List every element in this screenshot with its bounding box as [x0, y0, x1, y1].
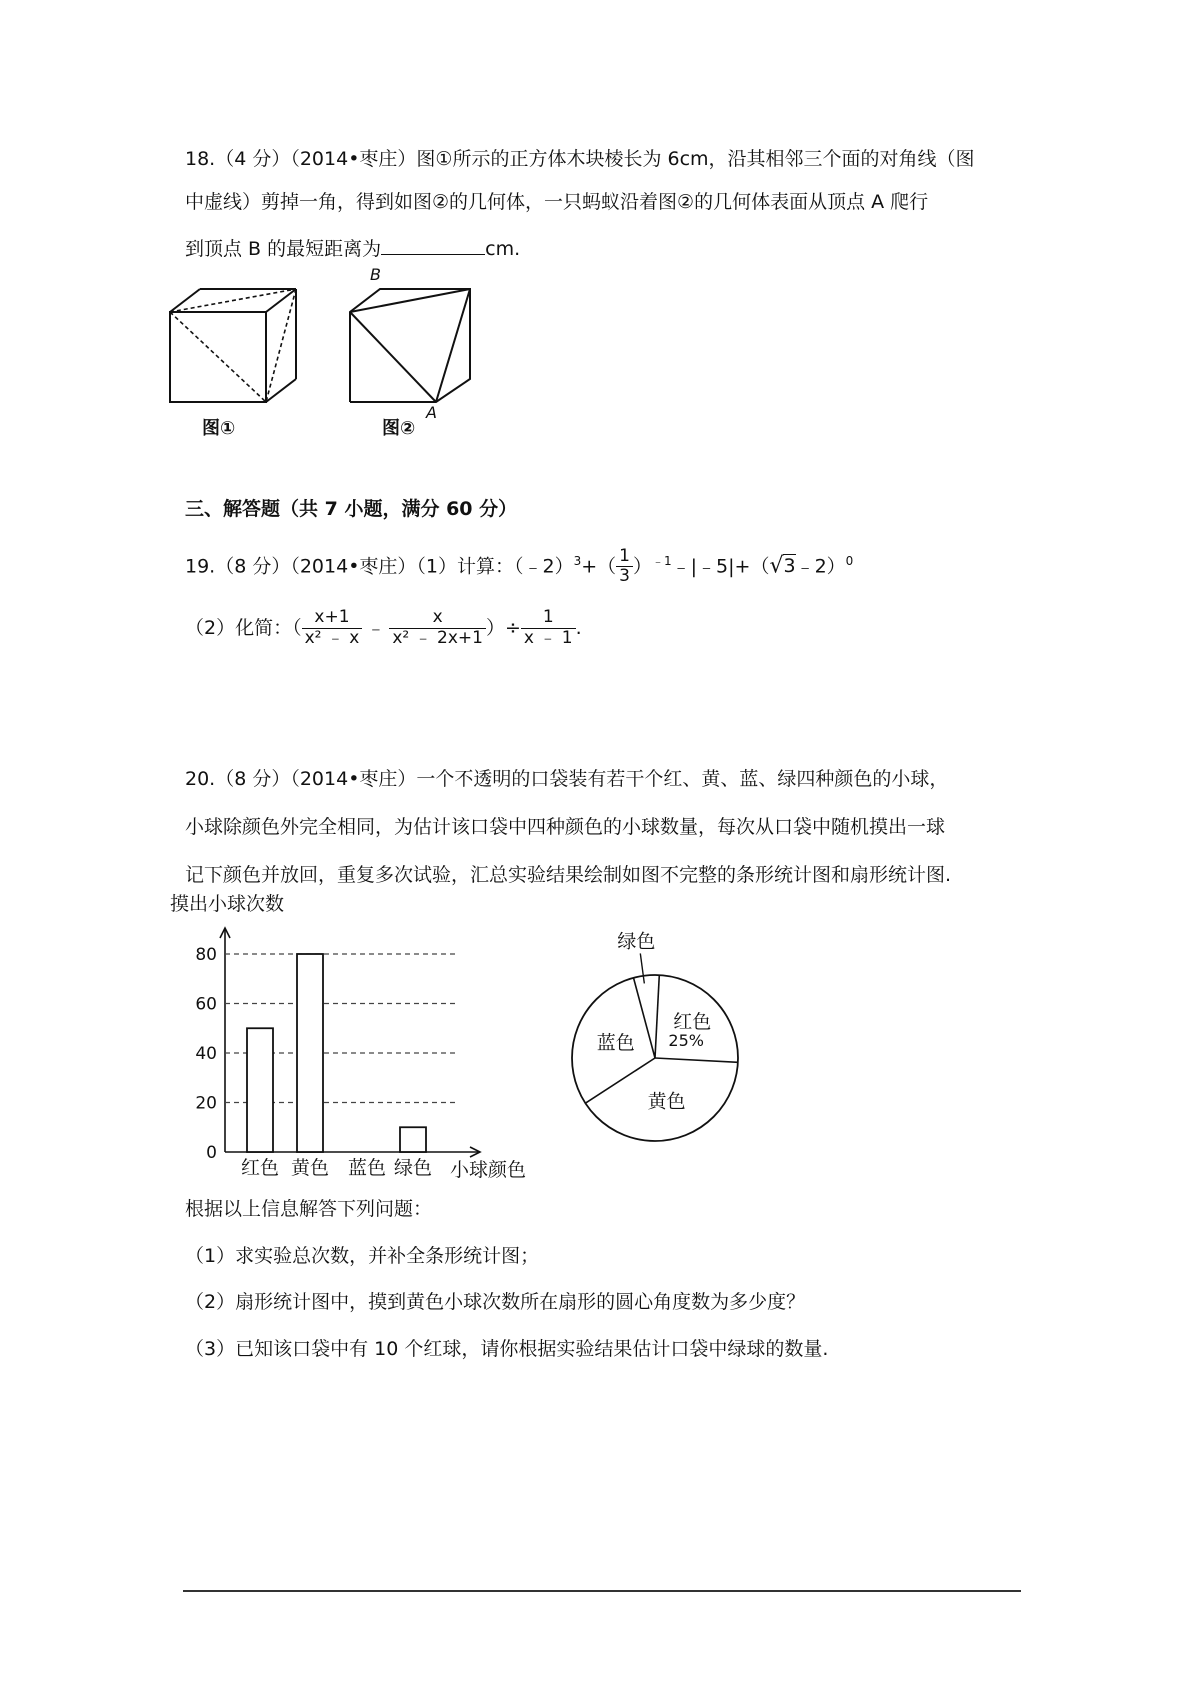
y-axis-title: 摸出小球次数 [170, 893, 285, 915]
x-tick-label: 蓝色 [347, 1157, 387, 1179]
bar-chart [160, 888, 540, 1188]
vertex-a-label: A [426, 403, 437, 422]
x-axis-title: 小球颜色 [450, 1159, 527, 1181]
q20-line-1: 20.（8 分）（2014•枣庄）一个不透明的口袋装有若干个红、黄、蓝、绿四种颜色的小球， [185, 768, 949, 790]
q18-line-2: 中虚线）剪掉一角，得到如图②的几何体，一只蚂蚁沿着图②的几何体表面从顶点 A 爬行 [185, 191, 929, 213]
cube-figures [160, 262, 520, 452]
q19-part-1 [185, 546, 853, 587]
q18-line-3-text: 到顶点 B 的最短距离为 [185, 238, 382, 260]
f2-num: x [389, 608, 486, 629]
q20-line-2: 小球除颜色外完全相同，为估计该口袋中四种颜色的小球数量，每次从口袋中随机摸出一球 [185, 816, 946, 838]
y-tick-label: 0 [206, 1143, 217, 1163]
frac-num: 1 [616, 547, 633, 568]
f1-den: x² ﹣ x [304, 628, 360, 648]
figure-2-solid [350, 289, 470, 402]
exponent-0: 0 [845, 554, 854, 568]
period: . [575, 617, 582, 639]
figure-1-cube [170, 289, 296, 402]
abs-part: ﹣|﹣5|+（ [671, 555, 770, 578]
fraction-3 [521, 608, 576, 648]
y-tick-label: 20 [195, 1093, 217, 1114]
q20-sub-1: （1）求实验总次数，并补全条形统计图； [185, 1245, 540, 1267]
pie-chart [560, 930, 810, 1160]
x-tick-label: 黄色 [290, 1157, 330, 1179]
fraction-2 [389, 608, 486, 648]
q18-unit: cm. [485, 238, 521, 260]
pie-label-yellow: 黄色 [647, 1090, 686, 1113]
pie-label-green: 绿色 [617, 930, 656, 953]
f1-num: x+1 [302, 608, 363, 629]
q18-line-3 [185, 236, 520, 259]
q19-part-2 [185, 608, 582, 649]
f2-den: x² ﹣ 2x+1 [392, 628, 483, 648]
footer-rule [183, 1590, 1021, 1592]
section-heading: 三、解答题（共 7 小题，满分 60 分） [185, 498, 518, 520]
figure-1-caption: 图① [202, 418, 236, 439]
sqrt-content: 3 [783, 555, 796, 578]
figure-2-caption: 图② [382, 418, 416, 439]
divide-sign: ）÷ [485, 617, 521, 639]
q20-sub-2: （2）扇形统计图中，摸到黄色小球次数所在扇形的圆心角度数为多少度？ [185, 1291, 806, 1313]
minus-sign: ﹣ [366, 617, 386, 639]
x-tick-label: 红色 [240, 1157, 280, 1179]
y-tick-label: 40 [195, 1044, 217, 1064]
sqrt-icon: √ [769, 553, 784, 579]
minus-two: ﹣2） [795, 555, 846, 578]
q20-line-3: 记下颜色并放回，重复多次试验，汇总实验结果绘制如图不完整的条形统计图和扇形统计图. [185, 864, 952, 886]
q19-part1-prefix: 19.（8 分）（2014•枣庄）（1）计算：（﹣2） [185, 555, 574, 578]
fraction-one-third [616, 547, 633, 587]
f3-den: x ﹣ 1 [523, 628, 573, 648]
q18-line-1: 18.（4 分）（2014•枣庄）图①所示的正方体木块棱长为 6cm，沿其相邻三个面的对角线（图 [185, 148, 975, 170]
q19-part2-prefix: （2）化简：（ [185, 617, 302, 639]
plus-paren: +（ [581, 555, 617, 578]
answer-blank [381, 236, 485, 255]
bar-4 [400, 1127, 426, 1152]
exponent-3: 3 [573, 554, 582, 568]
pie-label-blue: 蓝色 [596, 1031, 635, 1054]
exponent-neg1: ﹣1 [652, 554, 672, 568]
pie-label-red: 红色 [673, 1010, 712, 1033]
vertex-b-label: B [370, 265, 381, 284]
pie-annotation-25: 25% [668, 1030, 704, 1050]
close-paren: ） [632, 555, 652, 578]
q20-sub-3: （3）已知该口袋中有 10 个红球，请你根据实验结果估计口袋中绿球的数量. [185, 1338, 829, 1360]
y-tick-label: 80 [195, 945, 217, 965]
fraction-1 [302, 608, 363, 648]
q20-instructions: 根据以上信息解答下列问题： [185, 1198, 433, 1220]
bar-1 [247, 1028, 273, 1152]
y-tick-label: 60 [195, 994, 217, 1015]
bar-2 [297, 954, 323, 1152]
frac-den: 3 [619, 566, 630, 587]
x-tick-label: 绿色 [393, 1157, 433, 1179]
f3-num: 1 [521, 608, 576, 629]
